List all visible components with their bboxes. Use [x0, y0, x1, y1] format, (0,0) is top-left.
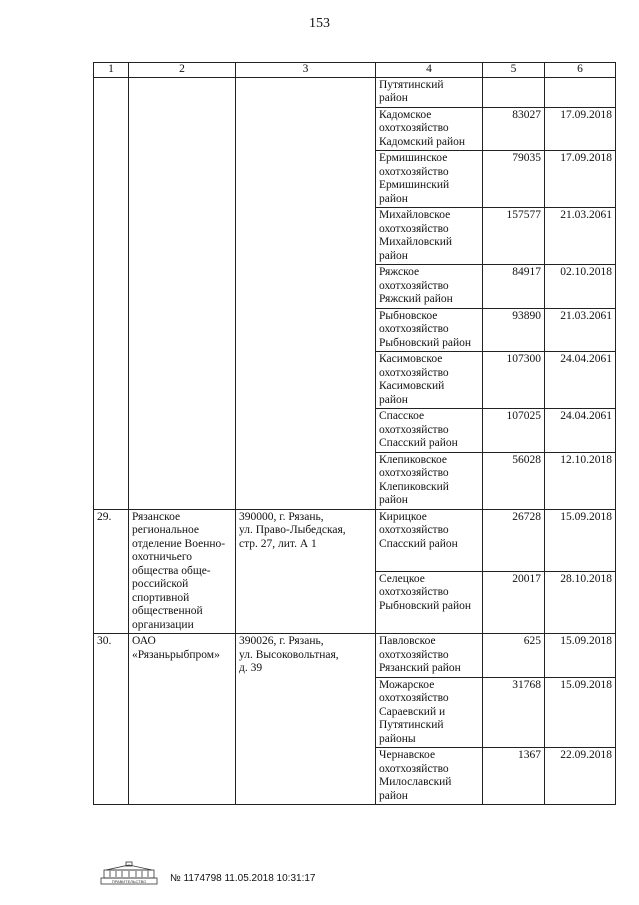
cell-line: район [379, 192, 408, 205]
cell-line: Путятинский [379, 719, 444, 731]
cell-line: Кирицкое [379, 510, 427, 523]
cell-line: Рязанское [132, 510, 181, 523]
term-date: 21.03.2061 [545, 208, 616, 265]
term-date: 28.10.2018 [545, 571, 616, 633]
cell-line: Павловское [379, 635, 436, 647]
cell-line: охотхозяйство [379, 122, 449, 134]
area-value: 1367 [483, 748, 545, 805]
organization-name [129, 509, 236, 634]
cell-line: Клепиковский [379, 480, 449, 493]
area-value: 56028 [483, 452, 545, 509]
cell-line: стр. 27, лит. А 1 [239, 537, 317, 550]
hunting-ground-name [376, 409, 483, 453]
area-value: 20017 [483, 571, 545, 633]
hunting-ground-name [376, 208, 483, 265]
cell-line: Путятинский [379, 78, 444, 91]
cell-line: Ермишинский [379, 179, 450, 191]
cell-line: Кадомский район [379, 135, 466, 148]
cell-line: ул. Право-Лыбедская, [239, 524, 346, 536]
hunting-ground-name [376, 352, 483, 409]
cell-line: охотхозяйство [379, 586, 449, 599]
hunting-ground-name [376, 748, 483, 805]
hunting-ground-name [376, 509, 483, 571]
term-date: 24.04.2061 [545, 352, 616, 409]
term-date: 24.04.2061 [545, 409, 616, 453]
cell-line: охотхозяйство [379, 423, 449, 436]
cell-line: Селецкое [379, 572, 425, 585]
term-date: 15.09.2018 [545, 677, 616, 748]
cell-line: Ряжское [379, 266, 420, 278]
cell-line: Рыбновский район [379, 599, 472, 612]
cell-line: Михайловский [379, 236, 453, 248]
cell-line: спортивной [132, 591, 190, 604]
hunting-ground-name [376, 308, 483, 352]
area-value: 26728 [483, 509, 545, 571]
cell-line: Чернавское [379, 749, 436, 761]
term-date: 15.09.2018 [545, 634, 616, 678]
stamp-text: ПРАВИТЕЛЬСТВО [111, 879, 147, 884]
cell-line: Милославский [379, 776, 452, 788]
cell-line: Спасский район [379, 437, 458, 449]
cell-line: региональное [132, 524, 199, 536]
hunting-ground-name [376, 452, 483, 509]
header-col-6: 6 [545, 63, 616, 78]
document-id: № 1174798 11.05.2018 10:31:17 [170, 873, 316, 884]
cell-line: охотхозяйство [379, 648, 449, 661]
term-date: 21.03.2061 [545, 308, 616, 352]
table-header [94, 63, 616, 78]
hunting-ground-name [376, 571, 483, 633]
header-col-3: 3 [236, 63, 376, 78]
cell-line: районы [379, 732, 416, 745]
cell-line: охотничьего [132, 551, 193, 563]
cell-line: район [379, 393, 408, 406]
header-col-4: 4 [376, 63, 483, 78]
organization-address [236, 509, 376, 634]
hunting-ground-name [376, 677, 483, 748]
hunting-ground-name [376, 634, 483, 678]
term-date: 12.10.2018 [545, 452, 616, 509]
hunting-ground-name [376, 107, 483, 151]
cell-line: общественной [132, 605, 203, 617]
cell-line: охотхозяйство [379, 366, 449, 379]
cell-line: Рыбновский район [379, 336, 472, 349]
cell-line: Ермишинское [379, 152, 448, 164]
term-date: 15.09.2018 [545, 509, 616, 571]
area-value: 31768 [483, 677, 545, 748]
cell-line: охотхозяйство [379, 692, 449, 704]
table-row [94, 634, 616, 678]
area-value: 84917 [483, 265, 545, 309]
cell-line: охотхозяйство [379, 524, 449, 536]
row-number: 29. [94, 509, 129, 634]
cell-line: д. 39 [239, 662, 263, 674]
cell-line: Клепиковское [379, 453, 448, 466]
cell-line: Можарское [379, 678, 435, 691]
table-row [94, 77, 616, 107]
cell-line: охотхозяйство [379, 323, 449, 335]
page-number: 153 [309, 16, 330, 31]
cell-line: ул. Высоковольтная, [239, 648, 339, 661]
organization-name [129, 77, 236, 509]
cell-line: Касимовское [379, 353, 443, 365]
cell-line: Кадомское [379, 108, 432, 121]
organization-address [236, 634, 376, 805]
cell-line: Спасский район [379, 537, 458, 550]
header-col-1: 1 [94, 63, 129, 78]
row-number: 30. [94, 634, 129, 805]
registry-table [93, 62, 616, 805]
organization-address [236, 77, 376, 509]
hunting-ground-name [376, 151, 483, 208]
area-value: 107025 [483, 409, 545, 453]
term-date: 02.10.2018 [545, 265, 616, 309]
area-value: 625 [483, 634, 545, 678]
footer [100, 861, 315, 885]
cell-line: Михайловское [379, 209, 451, 221]
cell-line: ОАО [132, 635, 156, 647]
term-date: 17.09.2018 [545, 107, 616, 151]
cell-line: Рязанский район [379, 662, 461, 674]
term-date: 17.09.2018 [545, 151, 616, 208]
cell-line: Рыбновское [379, 309, 438, 322]
header-col-2: 2 [129, 63, 236, 78]
area-value [483, 77, 545, 107]
cell-line: район [379, 494, 408, 506]
area-value: 157577 [483, 208, 545, 265]
hunting-ground-name [376, 265, 483, 309]
cell-line: охотхозяйство [379, 222, 449, 235]
cell-line: район [379, 789, 408, 802]
area-value: 79035 [483, 151, 545, 208]
government-building-icon [100, 861, 158, 885]
hunting-ground-name [376, 77, 483, 107]
cell-line: общества обще- [132, 564, 211, 577]
cell-line: охотхозяйство [379, 279, 449, 292]
row-number [94, 77, 129, 509]
cell-line: Ряжский район [379, 293, 453, 305]
table-row [94, 509, 616, 571]
cell-line: Касимовский [379, 380, 445, 392]
cell-line: российской [132, 578, 189, 590]
term-date [545, 77, 616, 107]
cell-line: охотхозяйство [379, 762, 449, 775]
cell-line: район [379, 92, 408, 104]
cell-line: Сараевский и [379, 705, 446, 718]
header-col-5: 5 [483, 63, 545, 78]
cell-line: охотхозяйство [379, 467, 449, 479]
cell-line: охотхозяйство [379, 165, 449, 178]
cell-line: «Рязаньрыбпром» [132, 648, 220, 661]
area-value: 107300 [483, 352, 545, 409]
cell-line: 390026, г. Рязань, [239, 635, 324, 647]
organization-name [129, 634, 236, 805]
cell-line: 390000, г. Рязань, [239, 510, 324, 523]
cell-line: отделение Военно- [132, 537, 226, 550]
cell-line: Спасское [379, 410, 425, 422]
cell-line: организации [132, 618, 194, 631]
area-value: 83027 [483, 107, 545, 151]
area-value: 93890 [483, 308, 545, 352]
cell-line: район [379, 249, 408, 262]
table-body [94, 77, 616, 805]
term-date: 22.09.2018 [545, 748, 616, 805]
header-row [94, 63, 616, 78]
